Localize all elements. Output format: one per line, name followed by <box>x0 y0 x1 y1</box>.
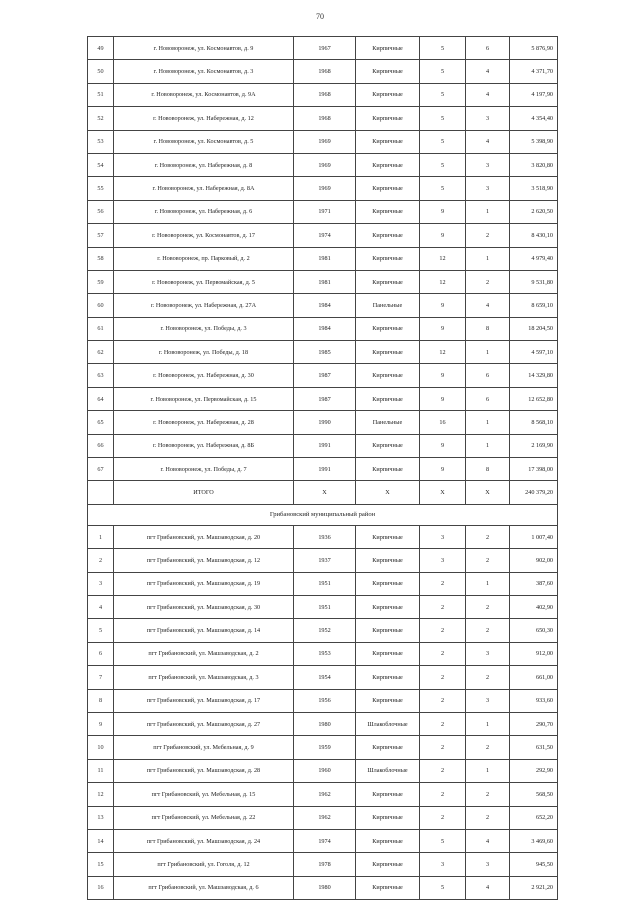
row-year: 1991 <box>294 458 356 481</box>
table-row <box>88 853 558 876</box>
row-entrances: 2 <box>466 806 510 829</box>
row-year: 1984 <box>294 294 356 317</box>
row-address: пгт Грибановский, ул. Машзаводская, д. 17 <box>114 689 294 712</box>
row-year: 1980 <box>294 712 356 735</box>
row-number: 49 <box>88 37 114 60</box>
row-entrances: 1 <box>466 341 510 364</box>
row-floors: 9 <box>420 387 466 410</box>
row-material: Кирпичные <box>356 829 420 852</box>
table-row <box>88 294 558 317</box>
row-floors: 5 <box>420 107 466 130</box>
row-entrances: 2 <box>466 224 510 247</box>
row-area: 17 398,00 <box>510 458 558 481</box>
table-row <box>88 341 558 364</box>
row-year: 1959 <box>294 736 356 759</box>
row-area: 5 398,90 <box>510 130 558 153</box>
row-address: г. Нововоронеж, ул. Набережная, д. 8Б <box>114 434 294 457</box>
row-entrances: 2 <box>466 525 510 548</box>
row-material: Кирпичные <box>356 642 420 665</box>
table-row <box>88 783 558 806</box>
row-year: 1937 <box>294 549 356 572</box>
table-row <box>88 642 558 665</box>
row-entrances: 3 <box>466 177 510 200</box>
row-year: 1974 <box>294 829 356 852</box>
row-entrances: 1 <box>466 411 510 434</box>
row-address: пгт Грибановский, ул. Машзаводская, д. 28 <box>114 759 294 782</box>
table-row <box>88 759 558 782</box>
row-material: Кирпичные <box>356 387 420 410</box>
row-material: Кирпичные <box>356 458 420 481</box>
row-number: 64 <box>88 387 114 410</box>
row-number: 14 <box>88 829 114 852</box>
row-year: 1969 <box>294 177 356 200</box>
row-area: 3 469,60 <box>510 829 558 852</box>
row-year: 1962 <box>294 783 356 806</box>
row-material: Кирпичные <box>356 224 420 247</box>
table-row <box>88 270 558 293</box>
row-entrances: 1 <box>466 572 510 595</box>
row-area: 650,30 <box>510 619 558 642</box>
row-area: 4 597,10 <box>510 341 558 364</box>
section-header-row <box>88 504 558 525</box>
row-year: 1956 <box>294 689 356 712</box>
table-row <box>88 876 558 899</box>
row-year: 1951 <box>294 572 356 595</box>
row-number: 51 <box>88 83 114 106</box>
total-entrances: Х <box>466 481 510 504</box>
row-floors: 5 <box>420 130 466 153</box>
row-material: Панельные <box>356 411 420 434</box>
row-material: Панельные <box>356 294 420 317</box>
row-material: Кирпичные <box>356 876 420 899</box>
total-area: 240 379,20 <box>510 481 558 504</box>
table-row <box>88 619 558 642</box>
row-address: пгт Грибановский, ул. Машзаводская, д. 27 <box>114 712 294 735</box>
row-material: Кирпичные <box>356 83 420 106</box>
row-floors: 9 <box>420 294 466 317</box>
row-number: 9 <box>88 712 114 735</box>
row-area: 568,50 <box>510 783 558 806</box>
row-number: 52 <box>88 107 114 130</box>
row-floors: 2 <box>420 666 466 689</box>
row-number: 16 <box>88 876 114 899</box>
table-row <box>88 736 558 759</box>
row-address: г. Нововоронеж, пр. Парковый, д. 2 <box>114 247 294 270</box>
row-material: Кирпичные <box>356 270 420 293</box>
row-area: 3 820,80 <box>510 153 558 176</box>
row-number: 4 <box>88 595 114 618</box>
row-floors: 2 <box>420 689 466 712</box>
total-label: ИТОГО <box>114 481 294 504</box>
row-floors: 5 <box>420 177 466 200</box>
row-entrances: 2 <box>466 549 510 572</box>
row-entrances: 1 <box>466 712 510 735</box>
row-material: Кирпичные <box>356 572 420 595</box>
row-year: 1981 <box>294 247 356 270</box>
row-material: Кирпичные <box>356 619 420 642</box>
row-address: пгт Грибановский, ул. Машзаводская, д. 14 <box>114 619 294 642</box>
row-material: Кирпичные <box>356 806 420 829</box>
row-material: Кирпичные <box>356 364 420 387</box>
row-area: 902,00 <box>510 549 558 572</box>
row-number: 62 <box>88 341 114 364</box>
row-address: пгт Грибановский, ул. Машзаводская, д. 20 <box>114 525 294 548</box>
row-year: 1952 <box>294 619 356 642</box>
table-row <box>88 60 558 83</box>
table-row <box>88 411 558 434</box>
table-row <box>88 434 558 457</box>
row-address: г. Нововоронеж, ул. Космонавтов, д. 9 <box>114 37 294 60</box>
row-number: 57 <box>88 224 114 247</box>
row-area: 652,20 <box>510 806 558 829</box>
row-area: 18 204,50 <box>510 317 558 340</box>
row-address: г. Нововоронеж, ул. Набережная, д. 8 <box>114 153 294 176</box>
row-floors: 2 <box>420 712 466 735</box>
row-floors: 9 <box>420 317 466 340</box>
row-floors: 3 <box>420 853 466 876</box>
row-entrances: 2 <box>466 595 510 618</box>
row-number: 50 <box>88 60 114 83</box>
row-number: 53 <box>88 130 114 153</box>
row-material: Кирпичные <box>356 60 420 83</box>
row-area: 4 371,70 <box>510 60 558 83</box>
row-floors: 2 <box>420 595 466 618</box>
row-entrances: 3 <box>466 153 510 176</box>
row-address: г. Нововоронеж, ул. Набережная, д. 28 <box>114 411 294 434</box>
table-row <box>88 364 558 387</box>
row-area: 9 531,80 <box>510 270 558 293</box>
row-address: г. Нововоронеж, ул. Набережная, д. 6 <box>114 200 294 223</box>
row-material: Кирпичные <box>356 247 420 270</box>
row-area: 4 979,40 <box>510 247 558 270</box>
table-row <box>88 83 558 106</box>
row-entrances: 6 <box>466 37 510 60</box>
table-row <box>88 177 558 200</box>
row-material: Кирпичные <box>356 153 420 176</box>
row-floors: 2 <box>420 619 466 642</box>
row-address: г. Нововоронеж, ул. Космонавтов, д. 17 <box>114 224 294 247</box>
table-row <box>88 153 558 176</box>
row-entrances: 4 <box>466 829 510 852</box>
row-address: пгт Грибановский, ул. Машзаводская, д. 12 <box>114 549 294 572</box>
row-address: г. Нововоронеж, ул. Первомайская, д. 5 <box>114 270 294 293</box>
row-year: 1981 <box>294 270 356 293</box>
row-entrances: 2 <box>466 736 510 759</box>
row-floors: 16 <box>420 411 466 434</box>
row-material: Шлакоблочные <box>356 759 420 782</box>
row-number: 61 <box>88 317 114 340</box>
row-area: 933,60 <box>510 689 558 712</box>
table-row <box>88 666 558 689</box>
row-material: Кирпичные <box>356 177 420 200</box>
row-area: 292,90 <box>510 759 558 782</box>
row-year: 1991 <box>294 434 356 457</box>
row-material: Кирпичные <box>356 341 420 364</box>
row-entrances: 1 <box>466 247 510 270</box>
row-number: 63 <box>88 364 114 387</box>
row-floors: 3 <box>420 549 466 572</box>
row-material: Кирпичные <box>356 200 420 223</box>
row-year: 1968 <box>294 83 356 106</box>
row-address: г. Нововоронеж, ул. Победы, д. 7 <box>114 458 294 481</box>
row-material: Кирпичные <box>356 666 420 689</box>
row-floors: 12 <box>420 247 466 270</box>
row-address: пгт Грибановский, ул. Машзаводская, д. 24 <box>114 829 294 852</box>
table-row <box>88 130 558 153</box>
row-floors: 2 <box>420 783 466 806</box>
table-row <box>88 107 558 130</box>
row-floors: 2 <box>420 806 466 829</box>
row-year: 1984 <box>294 317 356 340</box>
row-year: 1967 <box>294 37 356 60</box>
row-address: пгт Грибановский, ул. Мебельная, д. 15 <box>114 783 294 806</box>
row-material: Кирпичные <box>356 317 420 340</box>
row-entrances: 8 <box>466 458 510 481</box>
table-row <box>88 549 558 572</box>
row-floors: 5 <box>420 60 466 83</box>
row-floors: 5 <box>420 876 466 899</box>
row-material: Кирпичные <box>356 853 420 876</box>
row-address: г. Нововоронеж, ул. Победы, д. 18 <box>114 341 294 364</box>
table-row <box>88 572 558 595</box>
row-number: 15 <box>88 853 114 876</box>
row-year: 1936 <box>294 525 356 548</box>
row-material: Шлакоблочные <box>356 712 420 735</box>
row-number: 8 <box>88 689 114 712</box>
row-year: 1954 <box>294 666 356 689</box>
row-entrances: 1 <box>466 200 510 223</box>
row-area: 2 620,50 <box>510 200 558 223</box>
registry-rows-novovoronezh <box>88 37 558 481</box>
row-area: 290,70 <box>510 712 558 735</box>
row-material: Кирпичные <box>356 595 420 618</box>
row-entrances: 4 <box>466 876 510 899</box>
row-address: г. Нововоронеж, ул. Космонавтов, д. 9А <box>114 83 294 106</box>
table-row <box>88 317 558 340</box>
row-area: 8 568,10 <box>510 411 558 434</box>
row-address: пгт Грибановский, ул. Машзаводская, д. 3 <box>114 666 294 689</box>
row-material: Кирпичные <box>356 107 420 130</box>
row-floors: 5 <box>420 83 466 106</box>
total-material: Х <box>356 481 420 504</box>
row-year: 1987 <box>294 387 356 410</box>
row-number: 66 <box>88 434 114 457</box>
row-year: 1968 <box>294 107 356 130</box>
table-row <box>88 829 558 852</box>
total-year: Х <box>294 481 356 504</box>
row-number: 5 <box>88 619 114 642</box>
row-entrances: 8 <box>466 317 510 340</box>
table-row <box>88 247 558 270</box>
row-floors: 3 <box>420 525 466 548</box>
row-entrances: 4 <box>466 130 510 153</box>
row-floors: 12 <box>420 270 466 293</box>
row-area: 8 659,10 <box>510 294 558 317</box>
row-entrances: 3 <box>466 853 510 876</box>
row-year: 1987 <box>294 364 356 387</box>
row-address: г. Нововоронеж, ул. Победы, д. 3 <box>114 317 294 340</box>
row-year: 1960 <box>294 759 356 782</box>
total-section <box>88 481 558 525</box>
row-area: 5 876,90 <box>510 37 558 60</box>
row-number: 6 <box>88 642 114 665</box>
row-address: пгт Грибановский, ул. Мебельная, д. 22 <box>114 806 294 829</box>
row-address: пгт Грибановский, ул. Гоголя, д. 12 <box>114 853 294 876</box>
row-area: 1 007,40 <box>510 525 558 548</box>
row-floors: 5 <box>420 37 466 60</box>
row-number: 58 <box>88 247 114 270</box>
row-entrances: 2 <box>466 619 510 642</box>
table-row <box>88 595 558 618</box>
row-year: 1978 <box>294 853 356 876</box>
row-floors: 9 <box>420 224 466 247</box>
row-area: 631,50 <box>510 736 558 759</box>
row-entrances: 2 <box>466 666 510 689</box>
row-year: 1974 <box>294 224 356 247</box>
row-number: 60 <box>88 294 114 317</box>
row-address: г. Нововоронеж, ул. Космонавтов, д. 3 <box>114 60 294 83</box>
row-entrances: 1 <box>466 759 510 782</box>
row-floors: 9 <box>420 434 466 457</box>
row-floors: 9 <box>420 364 466 387</box>
row-number: 2 <box>88 549 114 572</box>
row-number: 11 <box>88 759 114 782</box>
row-material: Кирпичные <box>356 689 420 712</box>
row-area: 2 921,20 <box>510 876 558 899</box>
row-area: 2 169,90 <box>510 434 558 457</box>
row-address: г. Нововоронеж, ул. Набережная, д. 8А <box>114 177 294 200</box>
row-area: 912,00 <box>510 642 558 665</box>
row-material: Кирпичные <box>356 130 420 153</box>
row-entrances: 4 <box>466 83 510 106</box>
row-area: 4 354,40 <box>510 107 558 130</box>
row-floors: 2 <box>420 759 466 782</box>
row-year: 1962 <box>294 806 356 829</box>
row-number: 12 <box>88 783 114 806</box>
row-floors: 5 <box>420 153 466 176</box>
row-number: 7 <box>88 666 114 689</box>
row-entrances: 4 <box>466 294 510 317</box>
row-year: 1985 <box>294 341 356 364</box>
row-number: 56 <box>88 200 114 223</box>
row-address: пгт Грибановский, ул. Машзаводская, д. 30 <box>114 595 294 618</box>
row-number: 59 <box>88 270 114 293</box>
row-year: 1971 <box>294 200 356 223</box>
row-area: 8 430,10 <box>510 224 558 247</box>
registry-rows-gribanovsky <box>88 525 558 899</box>
row-address: г. Нововоронеж, ул. Набережная, д. 27А <box>114 294 294 317</box>
row-entrances: 6 <box>466 364 510 387</box>
table-row <box>88 224 558 247</box>
row-address: г. Нововоронеж, ул. Первомайская, д. 15 <box>114 387 294 410</box>
row-year: 1980 <box>294 876 356 899</box>
table-row <box>88 387 558 410</box>
row-entrances: 1 <box>466 434 510 457</box>
table-row <box>88 458 558 481</box>
row-year: 1968 <box>294 60 356 83</box>
row-number: 65 <box>88 411 114 434</box>
total-num-cell <box>88 481 114 504</box>
row-material: Кирпичные <box>356 783 420 806</box>
row-floors: 9 <box>420 200 466 223</box>
row-number: 67 <box>88 458 114 481</box>
row-address: г. Нововоронеж, ул. Космонавтов, д. 5 <box>114 130 294 153</box>
row-area: 12 652,80 <box>510 387 558 410</box>
page-number: 70 <box>316 12 324 21</box>
row-entrances: 6 <box>466 387 510 410</box>
table-row <box>88 525 558 548</box>
housing-registry-table <box>87 36 558 900</box>
row-number: 55 <box>88 177 114 200</box>
row-entrances: 3 <box>466 642 510 665</box>
row-year: 1969 <box>294 130 356 153</box>
row-number: 1 <box>88 525 114 548</box>
row-year: 1990 <box>294 411 356 434</box>
row-entrances: 2 <box>466 783 510 806</box>
row-address: пгт Грибановский, ул. Машзаводская, д. 19 <box>114 572 294 595</box>
row-floors: 2 <box>420 736 466 759</box>
total-row <box>88 481 558 504</box>
row-address: г. Нововоронеж, ул. Набережная, д. 12 <box>114 107 294 130</box>
row-floors: 9 <box>420 458 466 481</box>
total-floors: Х <box>420 481 466 504</box>
row-area: 3 518,90 <box>510 177 558 200</box>
row-area: 14 329,80 <box>510 364 558 387</box>
row-entrances: 3 <box>466 107 510 130</box>
row-material: Кирпичные <box>356 434 420 457</box>
row-number: 10 <box>88 736 114 759</box>
row-entrances: 3 <box>466 689 510 712</box>
row-address: пгт Грибановский, ул. Машзаводская, д. 2 <box>114 642 294 665</box>
row-address: пгт Грибановский, ул. Машзаводская, д. 6 <box>114 876 294 899</box>
table-row <box>88 37 558 60</box>
row-floors: 5 <box>420 829 466 852</box>
table-row <box>88 689 558 712</box>
section-title: Грибановский муниципальный район <box>88 504 558 525</box>
row-area: 4 197,90 <box>510 83 558 106</box>
row-area: 661,00 <box>510 666 558 689</box>
row-number: 54 <box>88 153 114 176</box>
table-row <box>88 806 558 829</box>
row-floors: 12 <box>420 341 466 364</box>
row-entrances: 2 <box>466 270 510 293</box>
table-row <box>88 712 558 735</box>
row-number: 13 <box>88 806 114 829</box>
row-number: 3 <box>88 572 114 595</box>
row-year: 1953 <box>294 642 356 665</box>
row-address: г. Нововоронеж, ул. Набережная, д. 30 <box>114 364 294 387</box>
row-year: 1969 <box>294 153 356 176</box>
row-material: Кирпичные <box>356 549 420 572</box>
row-material: Кирпичные <box>356 37 420 60</box>
row-area: 387,60 <box>510 572 558 595</box>
row-floors: 2 <box>420 642 466 665</box>
row-entrances: 4 <box>466 60 510 83</box>
table-row <box>88 200 558 223</box>
row-address: пгт Грибановский, ул. Мебельная, д. 9 <box>114 736 294 759</box>
row-year: 1951 <box>294 595 356 618</box>
row-material: Кирпичные <box>356 525 420 548</box>
row-floors: 2 <box>420 572 466 595</box>
row-area: 945,50 <box>510 853 558 876</box>
row-area: 402,90 <box>510 595 558 618</box>
row-material: Кирпичные <box>356 736 420 759</box>
